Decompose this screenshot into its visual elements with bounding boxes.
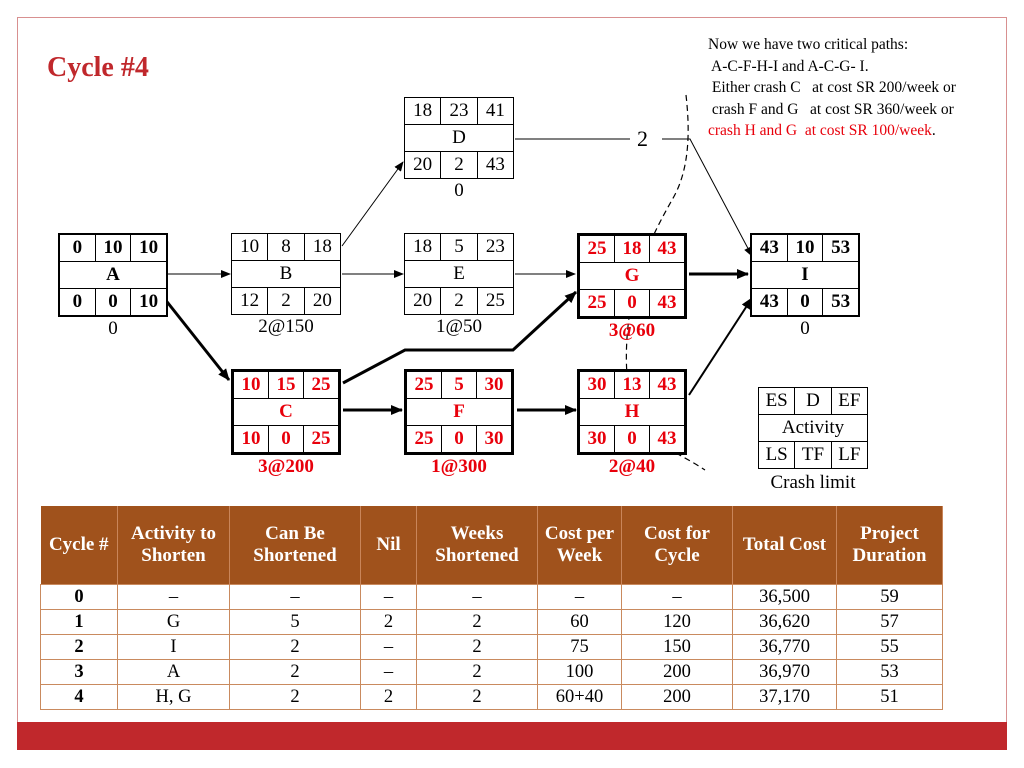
lf: 25: [485, 290, 505, 311]
cell: 51: [837, 685, 943, 710]
table-row: [41, 635, 943, 660]
duration: 5: [441, 234, 477, 260]
col-header: Cycle #: [41, 506, 118, 585]
es: 0: [60, 235, 96, 261]
es: 18: [405, 98, 441, 124]
cell: 1: [41, 610, 118, 635]
crash-limit: 3@200: [258, 456, 314, 477]
ef: 41: [485, 100, 505, 121]
activity-label: F: [407, 398, 511, 426]
tf: 0: [96, 289, 132, 315]
note-line-4: crash F and G at cost SR 360/week or: [708, 100, 954, 118]
ef: 25: [311, 374, 331, 395]
ef: 18: [312, 236, 332, 257]
tf: 0: [615, 426, 650, 452]
cell: H, G: [118, 685, 230, 710]
legend-activity: Activity: [759, 414, 867, 442]
es: 25: [580, 236, 615, 262]
cell: 5: [230, 610, 361, 635]
table-row: [41, 660, 943, 685]
cell: 53: [837, 660, 943, 685]
table-row: [41, 585, 943, 610]
col-header: Cost for Cycle: [622, 506, 733, 585]
activity-label: G: [580, 262, 684, 290]
ls: 30: [580, 426, 615, 452]
ls: 10: [234, 426, 269, 452]
crash-limit: 0: [454, 180, 464, 201]
crash-limit: 3@60: [608, 320, 656, 341]
cell: –: [538, 585, 622, 610]
node-b: [231, 233, 341, 338]
note-line-2: A-C-F-H-I and A-C-G- I.: [708, 57, 869, 75]
note-line-5-suffix: .: [931, 122, 936, 139]
ls: 12: [232, 288, 268, 314]
activity-label: C: [234, 398, 338, 426]
tf: 2: [441, 288, 477, 314]
legend-ef: EF: [838, 390, 861, 411]
col-header: Weeks Shortened: [417, 506, 538, 585]
activity-label: I: [752, 261, 858, 289]
cell: 2: [361, 610, 417, 635]
es: 30: [580, 372, 615, 398]
crash-limit: 2@40: [608, 456, 656, 477]
cell: 2: [230, 660, 361, 685]
cell: 75: [538, 635, 622, 660]
cell: 55: [837, 635, 943, 660]
tf: 0: [615, 290, 650, 316]
ef: 23: [485, 236, 505, 257]
cell: 150: [622, 635, 733, 660]
col-header: Nil: [361, 506, 417, 585]
cell: –: [622, 585, 733, 610]
duration: 15: [269, 372, 304, 398]
cell: 2: [417, 610, 538, 635]
table-header-row: [41, 506, 943, 585]
cell: 100: [538, 660, 622, 685]
lag-label: 2: [637, 126, 648, 151]
cell: –: [361, 660, 417, 685]
cell: 3: [41, 660, 118, 685]
ef: 53: [831, 237, 851, 258]
lf: 30: [484, 428, 504, 449]
note-line-5-red: crash H and G at cost SR 100/week: [708, 122, 932, 139]
cell: 2: [417, 685, 538, 710]
cell: 60: [538, 610, 622, 635]
cell: 200: [622, 660, 733, 685]
cell: 36,500: [733, 585, 837, 610]
activity-label: H: [580, 398, 684, 426]
ef: 30: [484, 374, 504, 395]
col-header: Project Duration: [837, 506, 943, 585]
cell: G: [118, 610, 230, 635]
cell: 2: [417, 660, 538, 685]
ls: 25: [407, 426, 442, 452]
cell: 120: [622, 610, 733, 635]
lf: 43: [485, 154, 505, 175]
crash-limit: 2@150: [258, 316, 314, 337]
crash-limit: 1@300: [431, 456, 487, 477]
es: 43: [752, 235, 788, 261]
legend-ls: LS: [759, 442, 795, 468]
legend-lf: LF: [838, 444, 861, 465]
node-e: [404, 233, 514, 338]
lf: 25: [311, 428, 331, 449]
note-line-3: Either crash C at cost SR 200/week or: [708, 79, 956, 96]
lf: 43: [657, 292, 677, 313]
crashing-summary-table: [40, 506, 943, 710]
activity-label: B: [232, 260, 340, 288]
ls: 20: [405, 288, 441, 314]
cell: –: [118, 585, 230, 610]
tf: 2: [268, 288, 304, 314]
duration: 23: [441, 98, 477, 124]
lf: 43: [657, 428, 677, 449]
cell: 59: [837, 585, 943, 610]
duration: 5: [442, 372, 477, 398]
col-header: Activity to Shorten: [118, 506, 230, 585]
activity-label: D: [405, 124, 513, 152]
arrow-h-i: [689, 298, 752, 395]
cell: 200: [622, 685, 733, 710]
node-d: [404, 97, 514, 202]
tf: 0: [442, 426, 477, 452]
es: 18: [405, 234, 441, 260]
ls: 43: [752, 289, 788, 315]
legend-es: ES: [759, 388, 795, 414]
es: 25: [407, 372, 442, 398]
tf: 0: [269, 426, 304, 452]
cell: 2: [361, 685, 417, 710]
cell: A: [118, 660, 230, 685]
duration: 8: [268, 234, 304, 260]
legend-crash-limit: Crash limit: [770, 472, 856, 493]
cell: 0: [41, 585, 118, 610]
slide-title: Cycle #4: [47, 52, 149, 83]
note-line-1: Now we have two critical paths:: [708, 36, 909, 53]
activity-label: A: [60, 261, 166, 289]
cell: –: [361, 635, 417, 660]
node-c: [231, 369, 341, 478]
duration: 10: [96, 235, 132, 261]
crash-limit: 0: [800, 318, 810, 339]
ls: 20: [405, 152, 441, 178]
cell: 4: [41, 685, 118, 710]
cell: 60+40: [538, 685, 622, 710]
es: 10: [234, 372, 269, 398]
duration: 10: [788, 235, 824, 261]
cell: 37,170: [733, 685, 837, 710]
col-header: Can Be Shortened: [230, 506, 361, 585]
ef: 43: [657, 238, 677, 259]
node-h: [577, 369, 687, 478]
tf: 0: [788, 289, 824, 315]
ls: 25: [580, 290, 615, 316]
crash-limit: 1@50: [436, 316, 482, 337]
table-row: [41, 610, 943, 635]
cell: –: [230, 585, 361, 610]
cell: 36,620: [733, 610, 837, 635]
cell: 2: [417, 635, 538, 660]
tf: 2: [441, 152, 477, 178]
es: 10: [232, 234, 268, 260]
cell: 2: [230, 635, 361, 660]
activity-label: E: [405, 260, 513, 288]
node-legend: [758, 387, 868, 494]
cell: 36,770: [733, 635, 837, 660]
ef: 43: [657, 374, 677, 395]
crash-limit: 0: [108, 318, 118, 339]
arrow-b-d: [342, 162, 403, 246]
col-header: Total Cost: [733, 506, 837, 585]
ef: 10: [139, 237, 159, 258]
lf: 53: [831, 291, 851, 312]
lf: 10: [139, 291, 159, 312]
cell: 2: [41, 635, 118, 660]
ls: 0: [60, 289, 96, 315]
duration: 13: [615, 372, 650, 398]
cell: I: [118, 635, 230, 660]
legend-tf: TF: [795, 442, 831, 468]
cell: 57: [837, 610, 943, 635]
duration: 18: [615, 236, 650, 262]
cell: –: [361, 585, 417, 610]
table-row: [41, 685, 943, 710]
node-g: [577, 233, 687, 342]
lf: 20: [312, 290, 332, 311]
node-i: [750, 233, 860, 340]
node-a: [58, 233, 168, 340]
cell: 2: [230, 685, 361, 710]
cell: –: [417, 585, 538, 610]
col-header: Cost per Week: [538, 506, 622, 585]
legend-d: D: [795, 388, 831, 414]
cell: 36,970: [733, 660, 837, 685]
arrow-a-c: [164, 298, 229, 380]
node-f: [404, 369, 514, 478]
